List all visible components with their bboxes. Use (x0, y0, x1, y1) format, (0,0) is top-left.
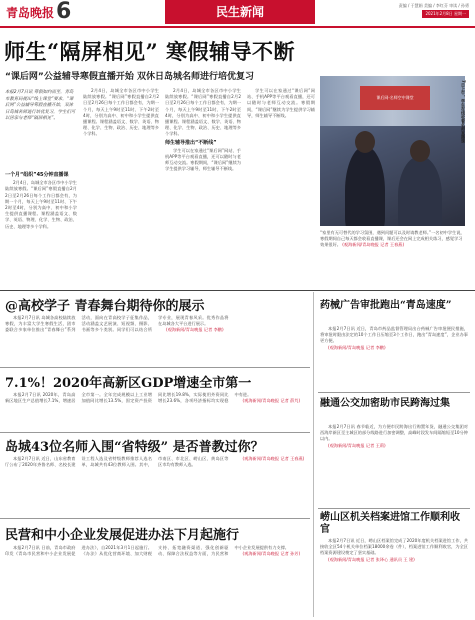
lead-section2-body: 学生可以在家通过“课后网”网站、手机APP等平台观看直播，还可以随时与老师互动交流。寒假期间，“课后网”继续为学生提供学习辅导，师生辅导不断线。 (165, 147, 241, 172)
divider (318, 508, 470, 509)
photo-sign: 课后网·名师空中课堂 (360, 86, 430, 110)
divider (0, 518, 310, 519)
lead-section1-body-cont: 2月4日，岛城全市各区市中小学生陆续放寒假。“课后网”寒假直播自2月2日至2月26日每个工作日都会有，为期一个月，每天上午9时至11时、下午2时至4时，分别为高中、初中和小学生提供直播课程。课程涵盖语文、数学、英语、物理、化学、生物、政治、历史、地理等多个学科。 (83, 88, 159, 137)
sidebar-divider (313, 292, 314, 617)
page-header (0, 0, 475, 28)
lead-section2-body-cont: 学生可以在家通过“课后网”网站、手机APP等平台观看直播，还可以随时与老师互动交流。寒假期间，“课后网”继续为学生提供学习辅导，师生辅导不断线。 (247, 88, 315, 118)
newspaper-logo: 青岛晚报 (6, 6, 55, 20)
lead-column-4 (247, 88, 315, 282)
lead-photo (320, 76, 465, 226)
bus-byline: (观海新闻/青岛晚报 记者 王莉) (328, 442, 386, 448)
youth-headline: @高校学子 青春舞台期待你的展示 (5, 299, 205, 314)
enterprise-headline: 民营和中小企业发展促进办法下月起施行 (5, 528, 240, 543)
gdp-byline: (观海新闻/青岛晚报 记者 薛芃) (242, 398, 301, 404)
issue-date: 2021年2月8日 星期一 (422, 10, 469, 18)
youth-byline: (观海新闻/青岛晚报 记者 李鹏) (166, 327, 224, 333)
lead-headline: 师生“隔屏相见” 寒假辅导不断 (4, 39, 295, 64)
lead-section1-title: 一个月“组织”45分钟直播课 (5, 172, 69, 178)
teachers-byline: (观海新闻/青岛晚报 记者 王春燕) (242, 456, 305, 461)
photo-caption: 7日上午，学生在线收看名师直播课 (461, 80, 466, 143)
lead-photo-text: “家里有无可替代的学习氛围，遇到问题可以及时请教老师。”一名初中学生说，寒假期间自己每天都会收看直播课，课后还会在网上完成相关练习，感觉学习效果很好。 (观海新闻/青岛晚报 记者 王春燕) (320, 230, 465, 248)
lead-intro: 本报2月7日讯 寒假如约而至，青岛市教育局提出“线上课堂”要求，“课后网”公益辅导寒假直播开始，双休日岛城名师进行培优复习，学生们可以居家与老师“隔屏相见”。 (5, 90, 76, 121)
teachers-body: 本报2月7日讯 近日，山东省教育厅公布了2020年齐鲁名师、名校长建设工程人选及省特级教师推荐人选名单，岛城共有43位教师入围。其中，市南区、市北区、崂山区、黄岛区等区市均有教师入选。 (观海新闻/青岛晚报 记者 王春燕) (5, 456, 305, 468)
lead-column-3 (165, 88, 241, 282)
lead-subheadline: “课后网”公益辅导寒假直播开始 双休日岛城名师进行培优复习 (5, 72, 254, 82)
lead-byline: (观海新闻/青岛晚报 记者 王春燕) (342, 242, 405, 248)
bus-body: 本报2月7日讯 春节临近，为方便市民跨海出行购置年货，融通公交集团对西海岸新区至主城区的部分线路进行加密调整，高峰时段发车间隔缩短至10分钟以内。 (观海新闻/青岛晚报 记者 王莉) (320, 424, 468, 448)
youth-body: 本报2月7日讯 岛城各高校陆续放寒假，为丰富大学生寒假生活，团市委联合多家单位推出“青春舞台”系列活动，面向在青高校学子征集作品，活动涵盖文艺展演、短视频、摄影、书画等多个类别。同学们可以结合所学专业，展现青春风采。优秀作品将在岛城各大平台进行展示。 (观海新闻/青岛晚报 记者 李鹏) (5, 315, 229, 333)
pharma-body: 本报2月7日讯 近日，青岛市药品监督管理局出台药械广告审批便民措施，将审批时限由法定的10个工作日压缩至3个工作日，跑出“青岛速度”，企业办事更方便。 (观海新闻/青岛晚报 记者 李鹏) (320, 326, 468, 350)
teachers-headline: 岛城43位名师入围“省特级” 是否普教过你？ (5, 440, 264, 455)
pharma-byline: (观海新闻/青岛晚报 记者 李鹏) (328, 344, 386, 350)
divider (0, 367, 310, 368)
archive-body: 本报2月7日讯 近日，崂山区档案馆完成了2020年度机关档案进馆工作，共接收全区54个机关单位档案18000余卷（件），档案进馆工作顺利收官，为全区档案资源建设奠定了坚实基础。 (观海新闻/青岛晚报 记者 张译心 通讯员 王 建) (320, 538, 468, 562)
divider (318, 392, 470, 393)
section-title: 民生新闻 (165, 0, 315, 24)
gdp-body: 本报2月7日讯 2020年，青岛高新区地区生产总值增长7.1%，增速居全市第一。全年完成规模以上工业增加值同比增长13.5%，固定资产投资同比增长19.8%，实际使用外资同比增长23.6%，各项经济指标均实现稳中有进。 (观海新闻/青岛晚报 记者 薛芃) (5, 392, 305, 428)
divider (0, 290, 475, 291)
lead-section2-body-a: 2月4日，岛城全市各区市中小学生陆续放寒假。“课后网”寒假直播自2月2日至2月26日每个工作日都会有，为期一个月，每天上午9时至11时、下午2时至4时，分别为高中、初中和小学生提供直播课程。课程涵盖语文、数学、英语、物理、化学、生物、政治、历史、地理等多个学科。 (165, 88, 241, 137)
lead-column-2 (83, 88, 159, 282)
archive-headline: 崂山区机关档案进馆工作顺利收官 (320, 512, 460, 535)
page-number: 6 (56, 0, 72, 24)
enterprise-byline: (观海新闻/青岛晚报 记者 孙芳) (242, 551, 301, 557)
gdp-headline: 7.1%！2020年高新区GDP增速全市第一 (5, 376, 252, 391)
header-meta (399, 2, 469, 18)
editor-line: 责编 / 于慧娟 美编 / 李红芬 审读 / 孙勇 (398, 3, 469, 8)
archive-byline: (观海新闻/青岛晚报 记者 张译心 通讯员 王 建) (328, 556, 415, 562)
lead-section1-body: 2月4日，岛城全市各区市中小学生陆续放寒假。“课后网”寒假直播自2月2日至2月26日每个工作日都会有，为期一个月，每天上午9时至11时、下午2时至4时，分别为高中、初中和小学生提供直播课程。课程涵盖语文、数学、英语、物理、化学、生物、政治、历史、地理等多个学科。 (5, 180, 77, 229)
lead-column-1 (5, 170, 77, 282)
enterprise-body: 本报2月7日讯 日前，青岛市政府印发《青岛市民营和中小企业发展促进办法》，自2021年3月1日起施行。《办法》从优化营商环境、加大财税支持、拓宽融资渠道、强化创新驱动、保障合法权益等方面，为民营和中小企业发展提供有力支撑。 (观海新闻/青岛晚报 记者 孙芳) (5, 545, 305, 615)
divider (0, 432, 310, 433)
pharma-headline: 药械广告审批跑出“青岛速度” (320, 300, 452, 311)
lead-section2-title: 师生辅导推出“不断线” (165, 139, 217, 146)
bus-headline: 融通公交加密助市民跨海过集 (320, 398, 450, 409)
